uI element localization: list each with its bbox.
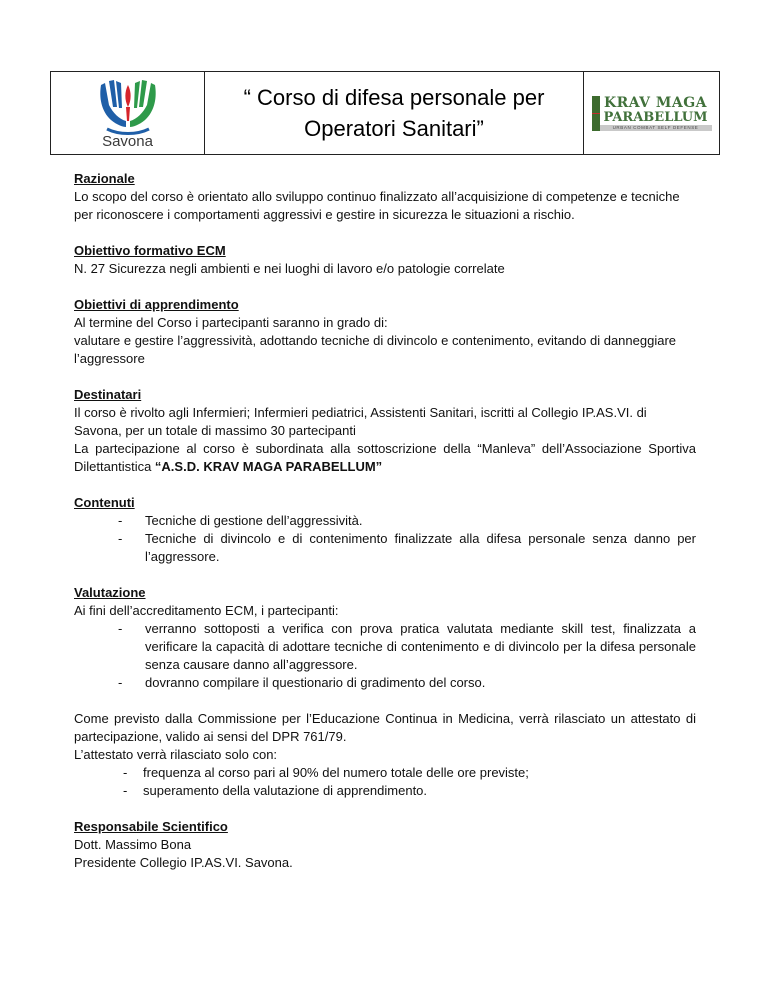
logo-text-block bbox=[600, 96, 712, 131]
dash-bullet: - bbox=[118, 675, 123, 690]
heading-responsabile: Responsabile Scientifico bbox=[74, 819, 228, 834]
text-attestato-2: L’attestato verrà rilasciato solo con: bbox=[74, 747, 278, 762]
logo-line-1: KRAV MAGA bbox=[603, 94, 708, 111]
text-valutazione-intro: Ai fini dell’accreditamento ECM, i partecipanti: bbox=[74, 603, 339, 618]
list-item-text: Tecniche di divincolo e di contenimento finalizzate alla difesa personale senza danno per l’aggressore. bbox=[145, 531, 696, 564]
text-apprendimento-2: valutare e gestire l’aggressività, adottando tecniche di divincolo e contenimento, evitando di danneggiare l’aggressore bbox=[74, 333, 676, 366]
section-responsabile bbox=[74, 818, 696, 872]
list-item-text: verranno sottoposti a verifica con prova pratica valutata mediante skill test, finalizzata a verificare la capacità di adottare tecniche di contenimento e di divincolo per la difesa personale senza causare danno all’aggressore. bbox=[145, 621, 696, 672]
text-responsabile-1: Dott. Massimo Bona bbox=[74, 837, 192, 852]
attestato-list bbox=[74, 764, 696, 800]
text-destinatari-2-regular: La partecipazione al corso è subordinata alla sottoscrizione della “Manleva” dell’Associazione Sportiva Dilettantistica bbox=[74, 441, 696, 474]
krav-maga-logo bbox=[592, 96, 712, 131]
heading-apprendimento: Obiettivi di apprendimento bbox=[74, 297, 239, 312]
dash-bullet: - bbox=[123, 765, 128, 780]
section-destinatari bbox=[74, 386, 696, 476]
text-destinatari-1: Il corso è rivolto agli Infermieri; Infermieri pediatrici, Assistenti Sanitari, iscritti al Collegio IP.AS.VI. di Savona, per un totale di massimo 30 partecipanti bbox=[74, 405, 647, 438]
list-item bbox=[74, 674, 696, 692]
logo-line-2: PARABELLUM bbox=[603, 109, 708, 125]
list-item bbox=[74, 620, 696, 674]
text-responsabile-2: Presidente Collegio IP.AS.VI. Savona. bbox=[74, 855, 293, 870]
section-contenuti bbox=[74, 494, 696, 566]
header-title-cell bbox=[205, 72, 584, 154]
dash-bullet: - bbox=[123, 783, 128, 798]
text-razionale: Lo scopo del corso è orientato allo sviluppo continuo finalizzato all’acquisizione di competenze e tecniche per riconoscere i comportamenti aggressivi e gestire in sicurezza le situazioni a rischio. bbox=[74, 189, 680, 222]
text-obiettivo: N. 27 Sicurezza negli ambienti e nei luoghi di lavoro e/o patologie correlate bbox=[74, 261, 505, 276]
text-destinatari-2 bbox=[74, 440, 696, 476]
header-left-cell bbox=[51, 72, 205, 154]
header-right-cell bbox=[584, 72, 719, 154]
association-name: “A.S.D. KRAV MAGA PARABELLUM” bbox=[154, 459, 383, 474]
contenuti-list bbox=[74, 512, 696, 566]
list-item-text: superamento della valutazione di apprendimento. bbox=[143, 783, 428, 798]
document-body bbox=[74, 170, 696, 890]
logo-caption: Savona bbox=[102, 132, 153, 150]
section-attestato bbox=[74, 710, 696, 800]
list-item bbox=[74, 782, 696, 800]
text-attestato-1: Come previsto dalla Commissione per l’Educazione Continua in Medicina, verrà rilasciato un attestato di partecipazione, valido ai sensi del DPR 761/79. bbox=[74, 711, 696, 744]
heading-obiettivo: Obiettivo formativo ECM bbox=[74, 243, 226, 258]
dash-bullet: - bbox=[118, 513, 123, 528]
section-obiettivo bbox=[74, 242, 696, 278]
list-item-text: dovranno compilare il questionario di gradimento del corso. bbox=[145, 675, 486, 690]
hands-logo-icon bbox=[95, 77, 161, 135]
list-item-text: Tecniche di gestione dell’aggressività. bbox=[145, 513, 363, 528]
section-apprendimento bbox=[74, 296, 696, 368]
heading-contenuti: Contenuti bbox=[74, 495, 135, 510]
heading-razionale: Razionale bbox=[74, 171, 135, 186]
list-item bbox=[74, 512, 696, 530]
document-title: “ Corso di difesa personale per Operatori Sanitari” bbox=[243, 85, 545, 141]
text-apprendimento-1: Al termine del Corso i partecipanti saranno in grado di: bbox=[74, 315, 388, 330]
heading-valutazione: Valutazione bbox=[74, 585, 146, 600]
section-razionale bbox=[74, 170, 696, 224]
list-item-text: frequenza al corso pari al 90% del numero totale delle ore previste; bbox=[143, 765, 529, 780]
dash-bullet: - bbox=[118, 531, 123, 546]
heading-destinatari: Destinatari bbox=[74, 387, 142, 402]
section-valutazione bbox=[74, 584, 696, 692]
list-item bbox=[74, 530, 696, 566]
logo-line-3: URBAN COMBAT SELF DEFENSE bbox=[600, 125, 712, 131]
list-item bbox=[74, 764, 696, 782]
valutazione-list bbox=[74, 620, 696, 692]
header-table bbox=[50, 71, 720, 155]
dash-bullet: - bbox=[118, 621, 123, 636]
logo-flag-stripe bbox=[592, 96, 600, 131]
